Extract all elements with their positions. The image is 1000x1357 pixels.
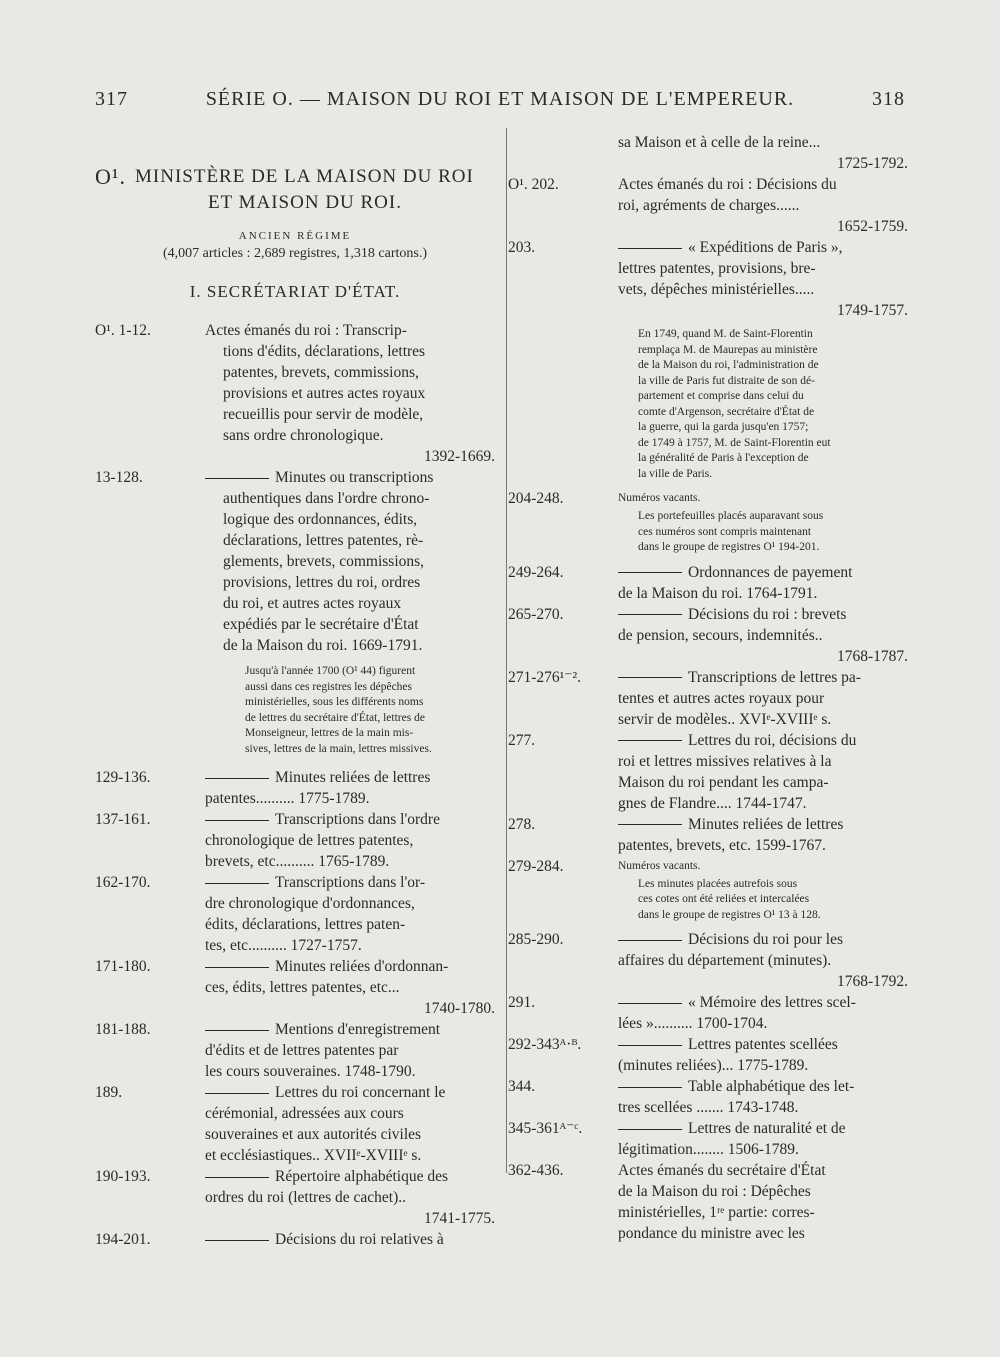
entry-body <box>205 1229 495 1250</box>
entry-code: 171-180. <box>95 958 151 975</box>
note-line: partement et comprise dans celui du <box>638 390 804 402</box>
entry-13-128 <box>95 467 495 656</box>
entry-body <box>618 1118 908 1160</box>
entry-line: expédiés par le secrétaire d'État <box>223 616 419 633</box>
entry-code: 344. <box>508 1078 536 1095</box>
entry-code: 292-343ᴬ·ᴮ. <box>508 1036 582 1053</box>
ditto-rule <box>205 967 269 968</box>
entry-line: Transcriptions de lettres pa- <box>688 668 861 686</box>
note-line: En 1749, quand M. de Saint-Florentin <box>638 328 813 340</box>
entry-line: ministérielles, 1ʳᵉ partie: corres- <box>618 1204 815 1221</box>
note-line: la ville de Paris. <box>638 467 713 480</box>
section-heading <box>95 164 495 216</box>
entry-body <box>618 237 908 321</box>
ditto-rule <box>618 1003 682 1004</box>
entry-129-136 <box>95 767 495 809</box>
entry-202 <box>508 174 908 237</box>
entry-line: tions d'édits, déclarations, lettres <box>223 343 426 360</box>
note-line: Monseigneur, lettres de la main mis- <box>245 727 414 739</box>
entry-code: 271-276¹⁻². <box>508 668 582 686</box>
entry-code-empty <box>508 132 618 174</box>
entry-line: tes, etc.......... 1727-1757. <box>205 937 362 954</box>
entry-line: patentes.......... 1775-1789. <box>205 790 370 807</box>
entry-line: patentes, brevets, etc. 1599-1767. <box>618 836 826 854</box>
entry-line: « Expéditions de Paris », <box>688 239 843 256</box>
entry-line: ordres du roi (lettres de cachet).. <box>205 1189 406 1206</box>
entry-line: Décisions du roi pour les <box>688 931 843 948</box>
note-block <box>245 664 495 757</box>
entry-line: chronologique de lettres patentes, <box>205 832 414 849</box>
entry-line: lettres patentes, provisions, bre- <box>618 260 816 277</box>
ditto-rule <box>205 820 269 821</box>
entry-204-248 <box>508 488 908 509</box>
entry-line: provisions et autres actes royaux <box>223 385 426 402</box>
note-line: de lettres du secrétaire d'État, lettres de <box>245 711 425 724</box>
entry-body <box>618 667 908 730</box>
entry-194-201 <box>95 1229 495 1250</box>
entry-249-264 <box>508 562 908 604</box>
entry-line: déclarations, lettres patentes, rè- <box>223 532 424 549</box>
note-line: Les portefeuilles placés auparavant sous <box>638 510 824 522</box>
entry-line: (minutes reliées)... 1775-1789. <box>618 1057 809 1074</box>
entry-line: de pension, secours, indemnités.. <box>618 626 823 644</box>
note-line: la guerre, qui la garda jusqu'en 1757; <box>638 421 809 433</box>
entry-code: 137-161. <box>95 811 151 828</box>
note-line: aussi dans ces registres les dépêches <box>245 680 413 693</box>
entry-344 <box>508 1076 908 1118</box>
entry-line: les cours souveraines. 1748-1790. <box>205 1063 416 1080</box>
entry-line: édits, déclarations, lettres paten- <box>205 916 406 933</box>
entry-code: 194-201. <box>95 1231 151 1248</box>
entry-line: Actes émanés du roi : Transcrip- <box>205 322 407 339</box>
entry-line: Ordonnances de payement <box>688 563 853 581</box>
entry-body <box>618 132 908 174</box>
ditto-rule <box>205 478 269 479</box>
entry-line: servir de modèles.. XVIᵉ-XVIIIᵉ s. <box>618 710 832 728</box>
entry-body <box>205 1166 495 1229</box>
entry-code: 277. <box>508 731 536 749</box>
entry-body <box>205 320 495 467</box>
ditto-rule <box>618 824 682 825</box>
entry-body <box>205 467 495 656</box>
entry-line: dre chronologique d'ordonnances, <box>205 895 415 912</box>
ditto-rule <box>205 1177 269 1178</box>
entry-line: tres scellées ....... 1743-1748. <box>618 1099 799 1116</box>
ditto-rule <box>205 883 269 884</box>
entry-line: brevets, etc.......... 1765-1789. <box>205 853 390 870</box>
entry-line: de la Maison du roi : Dépêches <box>618 1183 811 1200</box>
ditto-rule <box>618 572 682 573</box>
section-title-line-2: ET MAISON DU ROI. <box>208 192 402 213</box>
entry-line: recueillis pour servir de modèle, <box>223 406 424 423</box>
entry-line: légitimation........ 1506-1789. <box>618 1141 799 1158</box>
entry-279-284 <box>508 856 908 877</box>
entry-line: Actes émanés du roi : Décisions du <box>618 176 837 193</box>
entry-291 <box>508 992 908 1034</box>
entry-line: Décisions du roi : brevets <box>688 605 847 623</box>
entry-body <box>205 767 495 809</box>
regime-label: ANCIEN RÉGIME <box>238 230 352 242</box>
note-line: dans le groupe de registres O¹ 194-201. <box>638 541 820 553</box>
entry-code: 279-284. <box>508 857 564 875</box>
note-line: de 1749 à 1757, M. de Saint-Florentin eut <box>638 436 831 449</box>
page-number-left: 317 <box>95 88 128 110</box>
note-line: Jusqu'à l'année 1700 (O¹ 44) figurent <box>245 665 416 677</box>
ditto-rule <box>618 740 682 741</box>
subsection-title: I. SECRÉTARIAT D'ÉTAT. <box>189 282 401 301</box>
entry-345-361 <box>508 1118 908 1160</box>
note-line: Les minutes placées autrefois sous <box>638 877 798 890</box>
ditto-rule <box>618 614 682 615</box>
entry-line: pondance du ministre avec les <box>618 1225 805 1242</box>
entry-line: sans ordre chronologique. <box>223 427 384 444</box>
entry-line: sa Maison et à celle de la reine... <box>618 134 821 151</box>
counts-label: (4,007 articles : 2,689 registres, 1,318 cartons.) <box>163 246 427 261</box>
note-block <box>638 509 908 556</box>
section-title-line-1: MINISTÈRE DE LA MAISON DU ROI <box>135 166 474 187</box>
note-line: la ville de Paris fut distraite de son dé- <box>638 374 815 387</box>
ditto-rule <box>205 1240 269 1241</box>
entry-body <box>618 730 908 814</box>
entry-1-12 <box>95 320 495 467</box>
entry-continuation <box>508 132 908 174</box>
entry-code: 285-290. <box>508 931 564 948</box>
entry-line: Lettres du roi concernant le <box>275 1084 446 1101</box>
running-header <box>95 88 905 118</box>
entry-line: provisions, lettres du roi, ordres <box>223 574 421 591</box>
column-divider <box>506 128 507 1173</box>
entry-code: 203. <box>508 239 536 256</box>
ditto-rule <box>618 248 682 249</box>
entry-body <box>618 604 908 667</box>
entry-189 <box>95 1082 495 1166</box>
entry-line: Lettres du roi, décisions du <box>688 731 857 749</box>
entry-body <box>618 1034 908 1076</box>
ditto-rule <box>618 1087 682 1088</box>
entry-line: Minutes ou transcriptions <box>275 469 434 486</box>
entry-body <box>618 814 908 856</box>
entry-line: ces, édits, lettres patentes, etc... <box>205 979 400 996</box>
entry-body <box>618 562 908 604</box>
entry-body: Numéros vacants. <box>618 859 701 872</box>
entry-line: tentes et autres actes royaux pour <box>618 689 825 707</box>
entry-line: lées ».......... 1700-1704. <box>618 1015 768 1032</box>
entry-137-161 <box>95 809 495 872</box>
entry-line: « Mémoire des lettres scel- <box>688 994 856 1011</box>
entry-line: du roi, et autres actes royaux <box>223 595 402 612</box>
entry-code: 13-128. <box>95 469 143 486</box>
ditto-rule <box>205 778 269 779</box>
running-title: SÉRIE O. — MAISON DU ROI ET MAISON DE L'EMPEREUR. <box>205 88 795 110</box>
entry-code: 362-436. <box>508 1162 564 1179</box>
entry-code: 249-264. <box>508 563 564 581</box>
note-block <box>638 877 908 924</box>
entry-date: 1741-1775. <box>423 1210 495 1227</box>
entry-code: 278. <box>508 815 536 833</box>
note-block <box>638 327 908 482</box>
entry-203 <box>508 237 908 321</box>
entry-line: Minutes reliées de lettres <box>275 769 431 786</box>
entry-code: 204-248. <box>508 490 564 507</box>
entry-code: O¹. 1-12. <box>95 322 151 339</box>
entry-line: Décisions du roi relatives à <box>275 1231 444 1248</box>
entry-body <box>205 872 495 956</box>
entry-line: gnes de Flandre.... 1744-1747. <box>618 794 807 812</box>
entry-date: 1740-1780. <box>423 1000 495 1017</box>
section-code: O¹. <box>95 164 126 189</box>
entry-body <box>205 1019 495 1082</box>
entry-body: Numéros vacants. <box>618 492 701 504</box>
entry-265-270 <box>508 604 908 667</box>
entry-date: 1725-1792. <box>836 155 908 172</box>
left-column <box>95 128 495 1250</box>
ditto-rule <box>618 940 682 941</box>
entry-line: Maison du roi pendant les campa- <box>618 773 829 791</box>
entry-line: de la Maison du roi. 1669-1791. <box>223 637 423 654</box>
entry-code: 129-136. <box>95 769 151 786</box>
entry-code: 345-361ᴬ⁻ᶜ. <box>508 1120 583 1137</box>
entry-code: 190-193. <box>95 1168 151 1185</box>
entry-190-193 <box>95 1166 495 1229</box>
note-line: ces cotes ont été reliées et intercalées <box>638 893 810 905</box>
entry-171-180 <box>95 956 495 1019</box>
entry-162-170 <box>95 872 495 956</box>
ditto-rule <box>618 677 682 678</box>
note-line: la généralité de Paris à l'exception de <box>638 452 809 464</box>
entry-line: Transcriptions dans l'or- <box>275 874 426 891</box>
entry-code: 162-170. <box>95 874 151 891</box>
entry-line: Minutes reliées d'ordonnan- <box>275 958 449 975</box>
note-line: comte d'Argenson, secrétaire d'État de <box>638 405 815 418</box>
entry-362-436 <box>508 1160 908 1244</box>
entry-code: 189. <box>95 1084 123 1101</box>
entry-line: Lettres patentes scellées <box>688 1036 838 1053</box>
entry-292-343 <box>508 1034 908 1076</box>
ditto-rule <box>205 1093 269 1094</box>
entry-line: logique des ordonnances, édits, <box>223 511 418 528</box>
entry-285-290 <box>508 929 908 992</box>
entry-line: de la Maison du roi. 1764-1791. <box>618 584 818 602</box>
entry-line: patentes, brevets, commissions, <box>223 364 419 381</box>
note-line: remplaça M. de Maurepas au ministère <box>638 343 818 356</box>
right-column <box>508 128 908 1244</box>
ditto-rule <box>618 1045 682 1046</box>
entry-277 <box>508 730 908 814</box>
entry-date: 1392-1669. <box>423 448 495 465</box>
entry-line: Répertoire alphabétique des <box>275 1168 449 1185</box>
entry-line: roi, agréments de charges...... <box>618 197 800 214</box>
entry-line: souveraines et aux autorités civiles <box>205 1126 422 1143</box>
entry-date: 1652-1759. <box>836 218 908 235</box>
entry-line: Mentions d'enregistrement <box>275 1021 441 1038</box>
entry-line: cérémonial, adressées aux cours <box>205 1105 404 1122</box>
entry-body <box>205 956 495 1019</box>
entry-line: roi et lettres missives relatives à la <box>618 752 832 770</box>
entry-body <box>618 174 908 237</box>
entry-body <box>205 809 495 872</box>
entry-date: 1768-1792. <box>836 973 908 990</box>
entry-body <box>618 929 908 992</box>
entry-line: d'édits et de lettres patentes par <box>205 1042 399 1059</box>
entry-line: et ecclésiastiques.. XVIIᵉ-XVIIIᵉ s. <box>205 1147 422 1164</box>
entry-code: 291. <box>508 994 536 1011</box>
entry-date: 1768-1787. <box>836 647 908 665</box>
entry-body <box>205 1082 495 1166</box>
note-line: sives, lettres de la main, lettres missives. <box>245 742 432 755</box>
entry-line: Lettres de naturalité et de <box>688 1120 846 1137</box>
entry-body <box>618 1076 908 1118</box>
entry-271-276 <box>508 667 908 730</box>
entry-line: glements, brevets, commissions, <box>223 553 425 570</box>
ditto-rule <box>618 1129 682 1130</box>
entry-line: authentiques dans l'ordre chrono- <box>223 490 430 507</box>
entry-line: Table alphabétique des let- <box>688 1078 855 1095</box>
note-line: ministérielles, sous les différents noms <box>245 696 424 708</box>
entry-line: vets, dépêches ministérielles..... <box>618 281 815 298</box>
entry-181-188 <box>95 1019 495 1082</box>
entry-line: Minutes reliées de lettres <box>688 815 844 833</box>
entry-date: 1749-1757. <box>836 302 908 319</box>
ditto-rule <box>205 1030 269 1031</box>
entry-code: 265-270. <box>508 605 564 623</box>
entry-code: O¹. 202. <box>508 176 559 193</box>
note-line: ces numéros sont compris maintenant <box>638 525 812 538</box>
entry-line: Transcriptions dans l'ordre <box>275 811 440 828</box>
entry-body <box>618 1160 908 1244</box>
entry-code: 181-188. <box>95 1021 151 1038</box>
note-line: de la Maison du roi, l'administration de <box>638 359 819 371</box>
entry-line: affaires du département (minutes). <box>618 952 832 969</box>
page-number-right: 318 <box>872 88 905 110</box>
entry-body <box>618 992 908 1034</box>
entry-line: Actes émanés du secrétaire d'État <box>618 1162 826 1179</box>
note-line: dans le groupe de registres O¹ 13 à 128. <box>638 908 821 921</box>
entry-278 <box>508 814 908 856</box>
